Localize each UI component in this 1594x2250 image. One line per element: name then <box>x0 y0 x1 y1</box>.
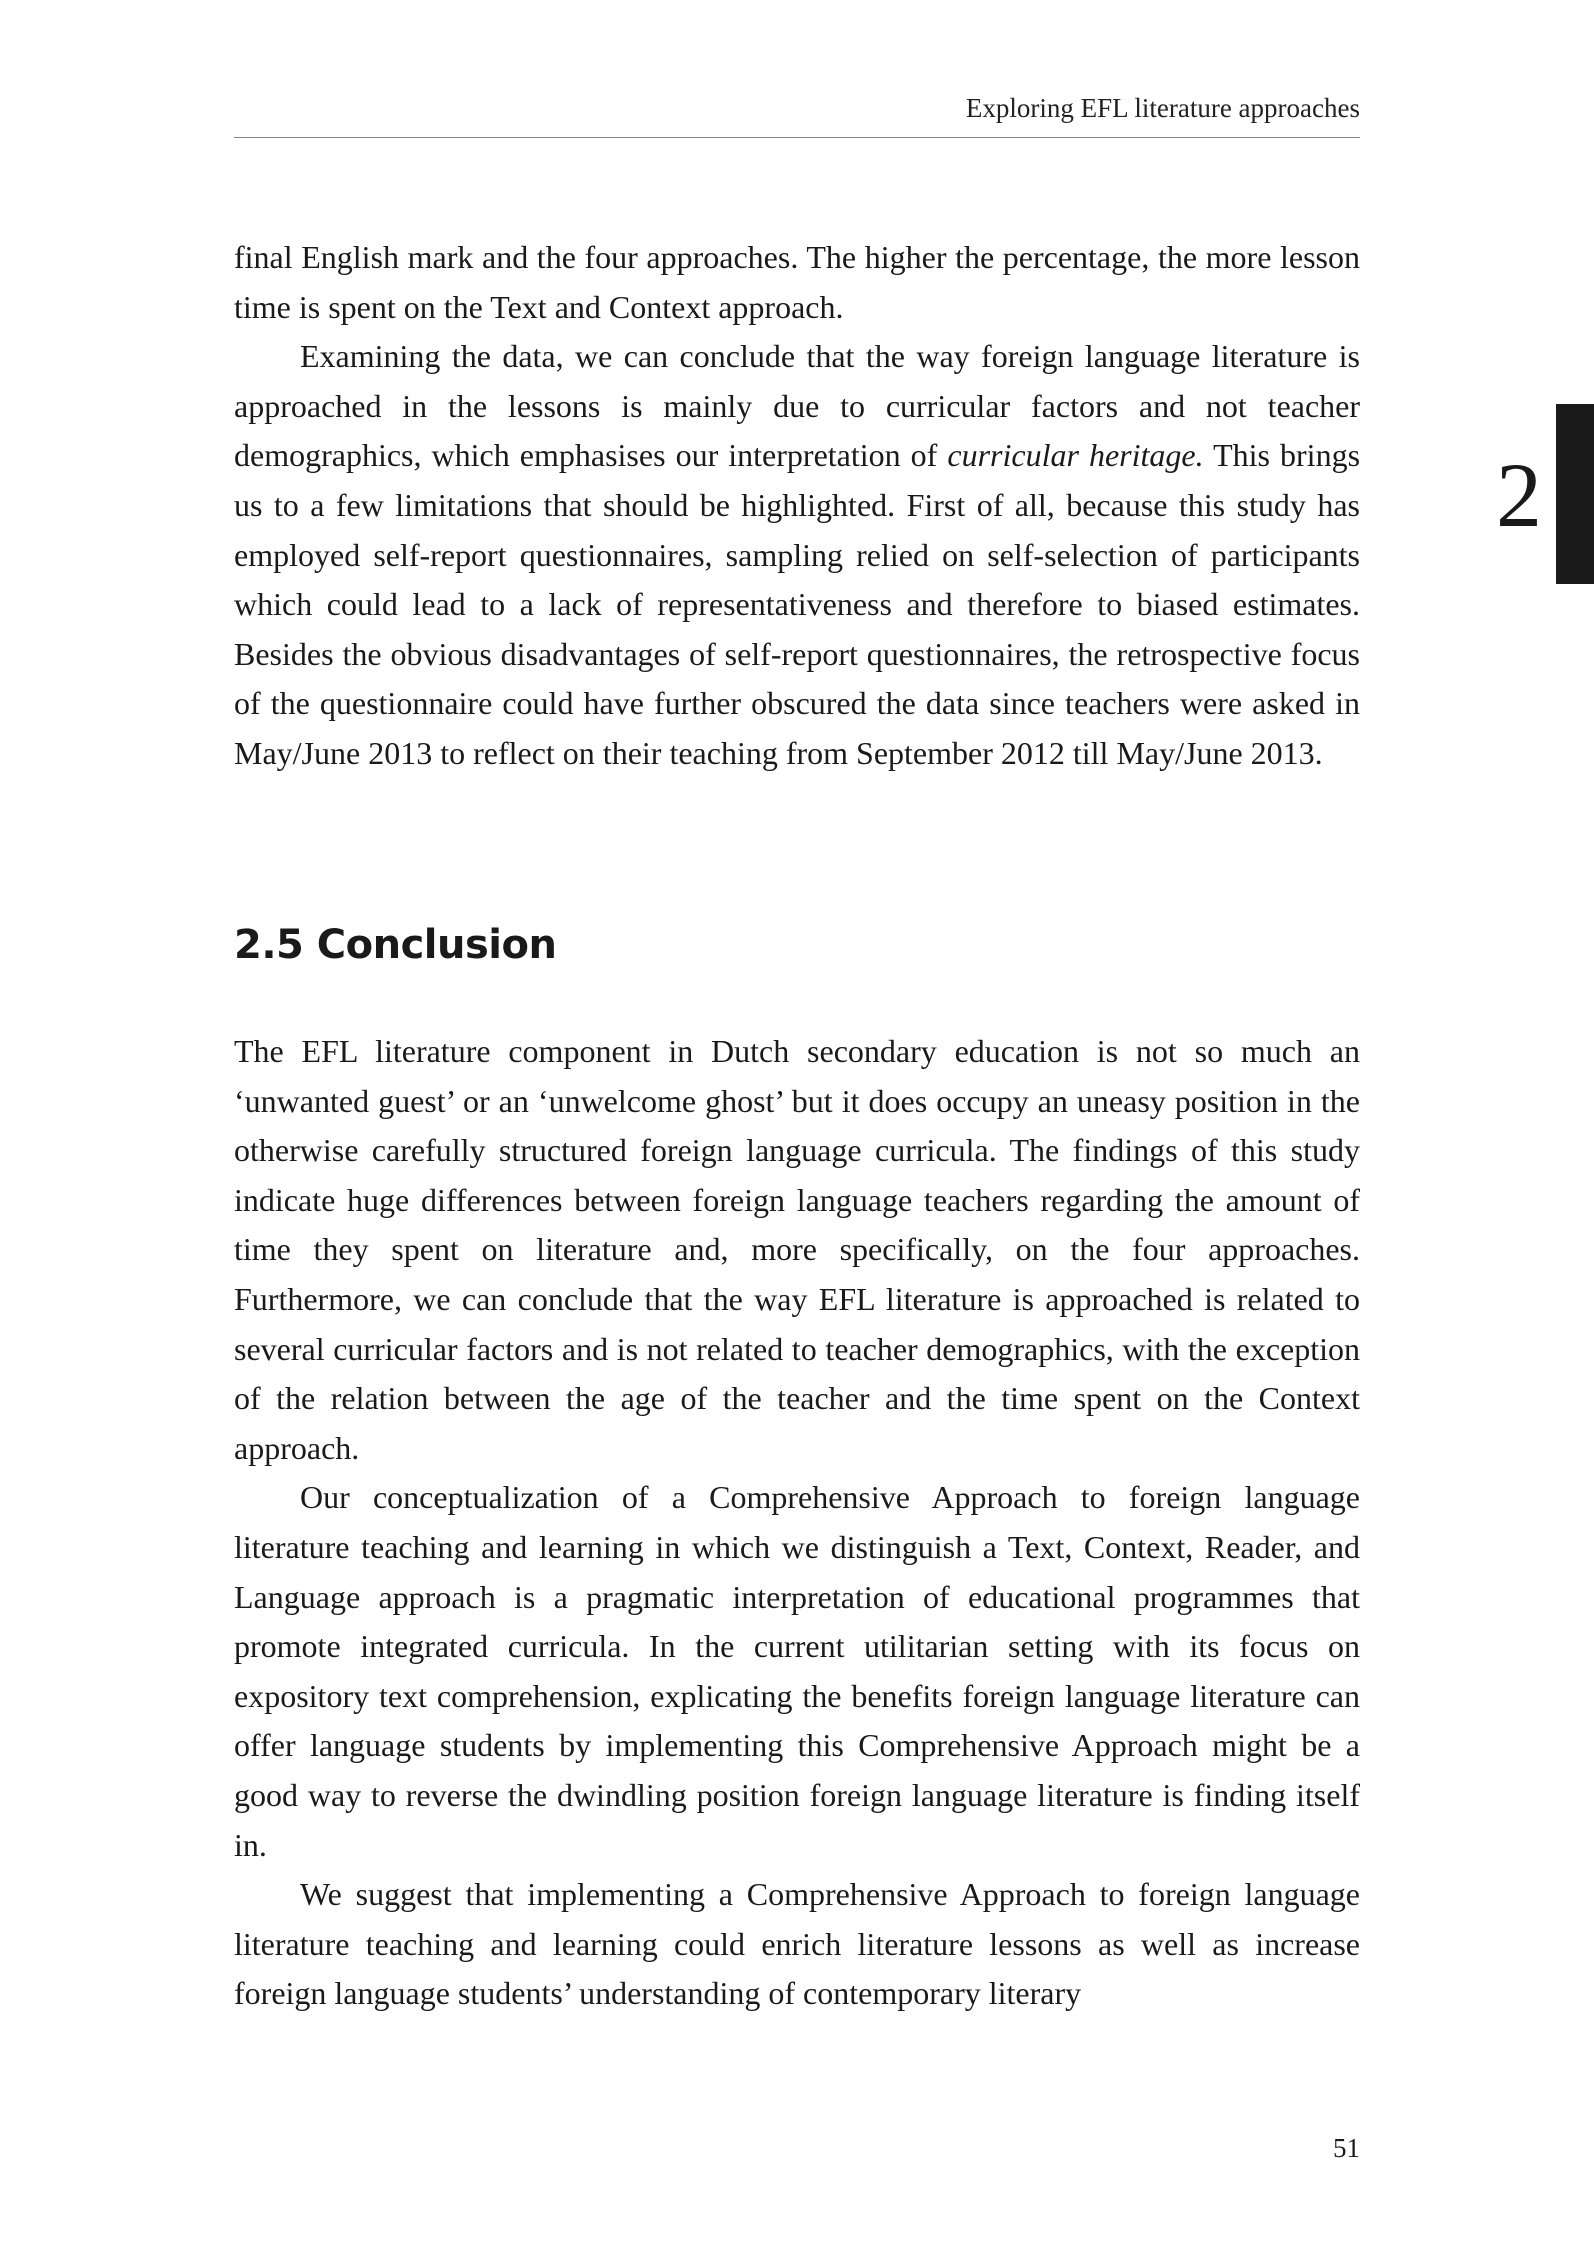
paragraph: We suggest that implementing a Comprehensive Approach to foreign language literature teaching and learning could enrich literature lessons as well as increase foreign language students’ understanding of contemporary literary <box>234 1876 1360 2012</box>
section-body <box>234 1027 1360 2019</box>
emphasis-text: curricular heritage. <box>947 437 1204 474</box>
continuation-text <box>234 233 1360 779</box>
page-number: 51 <box>1333 2133 1360 2163</box>
paragraph <box>234 332 1360 778</box>
paragraph-text: Examining the data, we can conclude that the way foreign language literature is approached in the lessons is mainly due to curricular factors and not teacher demographics, which emphasises our interpretation of <box>234 338 1360 474</box>
chapter-number: 2 <box>1496 444 1542 546</box>
section-heading: 2.5 Conclusion <box>234 922 557 968</box>
paragraph: The EFL literature component in Dutch secondary education is not so much an ‘unwanted guest’ or an ‘unwelcome ghost’ but it does occupy an uneasy position in the otherwise carefully structured foreign language curricula. The findings of this study indicate huge differences between foreign language teachers regarding the amount of time they spent on literature and, more specifically, on the four approaches. Furthermore, we can conclude that the way EFL literature is approached is related to several curricular factors and is not related to teacher demographics, with the exception of the relation between the age of the teacher and the time spent on the Context approach. <box>234 1033 1360 1466</box>
paragraph: Our conceptualization of a Comprehensive Approach to foreign language literature teaching and learning in which we distinguish a Text, Context, Reader, and Language approach is a pragmatic interpretation of educational programmes that promote integrated curricula. In the current utilitarian setting with its focus on expository text comprehension, explicating the benefits foreign language literature can offer language students by implementing this Comprehensive Approach might be a good way to reverse the dwindling position foreign language literature is finding itself in. <box>234 1479 1360 1863</box>
header-rule <box>234 137 1360 138</box>
paragraph-text: This brings us to a few limitations that should be highlighted. First of all, because this study has employed self-report questionnaires, sampling relied on self-selection of participants which could lead to a lack of representativeness and therefore to biased estimates. Besides the obvious disadvantages of self-report questionnaires, the retrospective focus of the questionnaire could have further obscured the data since teachers were asked in May/June 2013 to reflect on their teaching from September 2012 till May/June 2013. <box>234 437 1361 771</box>
chapter-tab <box>1556 404 1594 584</box>
running-header: Exploring EFL literature approaches <box>965 93 1360 123</box>
paragraph: final English mark and the four approaches. The higher the percentage, the more lesson time is spent on the Text and Context approach. <box>234 239 1360 325</box>
